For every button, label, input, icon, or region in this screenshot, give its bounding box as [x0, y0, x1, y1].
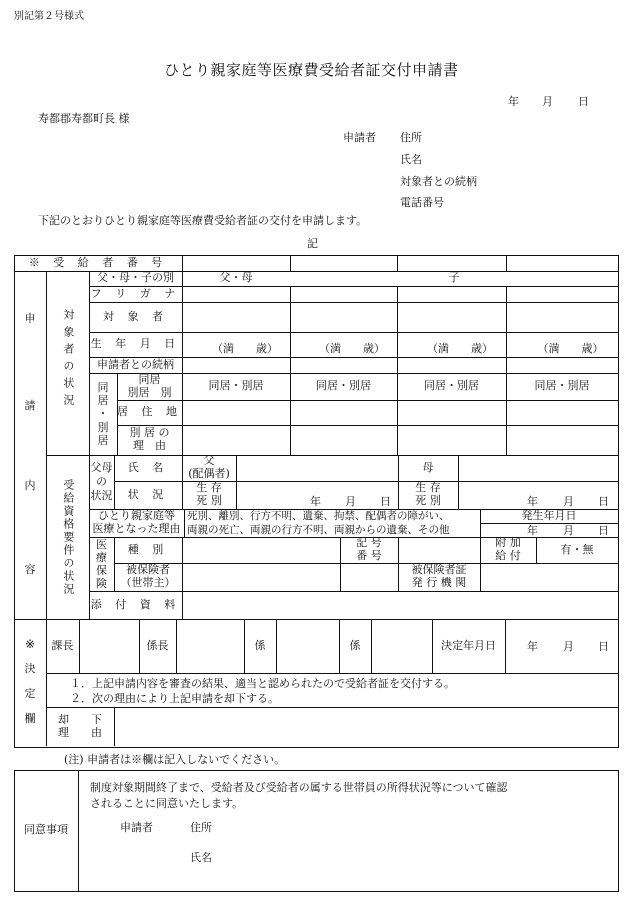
- dokyo-value-ko-1: 同居・別居: [316, 379, 371, 393]
- mother-label: 母: [422, 460, 434, 474]
- decision-char-1: ※: [24, 637, 36, 652]
- reason-options-2: 両親の死亡、両親の行方不明、両親からの遺棄、その他: [187, 523, 450, 536]
- consent-text-2: されることに同意いたします。: [90, 797, 244, 810]
- furigana-label: フ リ ガ ナ: [90, 286, 181, 300]
- residence-label: 居 住 地: [117, 405, 182, 419]
- dokyo-bekkyo-label: 同居 別居 別: [127, 372, 172, 399]
- shinsei-char-3: 内: [24, 478, 36, 492]
- date-day: 日: [578, 95, 589, 108]
- jukyu-side-label: 受給資格要件の状況: [61, 478, 75, 596]
- consent-applicant-label: 申請者: [120, 821, 153, 834]
- consent-text-1: 制度対象期間終了まで、受給者及び受給者の属する世帯員の所得状況等について確認: [90, 781, 508, 794]
- shinsei-char-2: 請: [24, 398, 36, 412]
- taishosha-label: 対 象 者: [103, 309, 168, 323]
- name-label: 氏 名: [127, 460, 169, 474]
- ki-label: 記: [307, 237, 318, 250]
- age-fubo: （満 歳）: [212, 341, 278, 355]
- dokyo-side-label: 同 居 ・ 別 居: [97, 381, 109, 447]
- subsection-chief-label: 係長: [146, 638, 169, 652]
- applicant-phone-label: 電話番号: [400, 196, 444, 209]
- mother-alive-dead: 生 存 死 別: [415, 481, 441, 507]
- rejection-reason-label: 却 下 理 由: [58, 712, 102, 739]
- occurrence-date-label: 発生年月日: [521, 508, 577, 522]
- status-label: 状 況: [127, 487, 169, 501]
- symbol-number-label: 記 号 番 号: [356, 536, 382, 562]
- father-date-month: 月: [345, 495, 356, 508]
- insured-label: 被保険者 （世帯主）: [120, 563, 176, 589]
- occurrence-year: 年: [527, 524, 538, 537]
- consent-address-label: 住所: [190, 821, 212, 834]
- occurrence-day: 日: [598, 524, 609, 537]
- insurance-side-label: 医 療 保 険: [96, 537, 107, 591]
- dokyo-value-fubo: 同居・別居: [208, 379, 264, 393]
- applicant-name-label: 氏名: [400, 153, 422, 166]
- decision-year: 年: [527, 640, 538, 653]
- consent-name-label: 氏名: [190, 851, 212, 864]
- form-title: ひとり親家庭等医療費受給者証交付申請書: [164, 61, 459, 79]
- parent-child-label: 父・母・子の別: [97, 271, 174, 285]
- age-ko-3: （満 歳）: [537, 341, 604, 355]
- reason-label: ひとり親家庭等 医療となった理由: [92, 509, 181, 535]
- staff-2-label: 係: [349, 638, 361, 652]
- father-label: 父 (配偶者): [188, 454, 230, 480]
- decision-date-label: 決定年月日: [441, 638, 496, 652]
- age-ko-1: （満 歳）: [319, 341, 385, 355]
- relation-label: 申請者との続柄: [97, 357, 174, 371]
- mother-date-month: 月: [563, 495, 574, 508]
- father-date-day: 日: [380, 495, 391, 508]
- decision-line-1: １．上記申請内容を審査の結果、適当と認められたので受給者証を交付する。: [70, 677, 455, 690]
- birthdate-label: 生 年 月 日: [90, 337, 181, 351]
- applicant-address-label: 住所: [400, 131, 422, 144]
- section-chief-label: 課長: [51, 638, 74, 652]
- decision-char-2: 決: [24, 661, 36, 675]
- age-ko-2: （満 歳）: [427, 341, 493, 355]
- mother-date-day: 日: [598, 495, 609, 508]
- recipient-number-label: ※ 受 給 者 番 号: [28, 255, 168, 269]
- request-statement: 下記のとおりひとり親家庭等医療費受給者証の交付を申請します。: [38, 214, 368, 227]
- note: (注) 申請者は※欄は記入しないでください。: [64, 753, 286, 766]
- certificate-issuer-label: 被保険者証 発 行 機 関: [411, 563, 467, 589]
- decision-char-3: 定: [24, 686, 36, 700]
- applicant-label: 申請者: [343, 131, 376, 144]
- shinsei-char-4: 容: [24, 562, 36, 576]
- taishosha-side-label: 対象者の状況: [61, 309, 75, 411]
- consent-label: 同意事項: [24, 822, 68, 836]
- date-year: 年: [508, 95, 519, 108]
- father-alive-dead: 生 存 死 別: [196, 481, 222, 507]
- dokyo-value-ko-2: 同居・別居: [424, 379, 479, 393]
- attachments-label: 添 付 資 料: [90, 597, 181, 611]
- mother-date-year: 年: [527, 495, 538, 508]
- separate-reason-label: 別 居 の 理 由: [129, 426, 170, 452]
- staff-1-label: 係: [254, 638, 266, 652]
- parent-status-side-label: 父母 の 状況: [90, 460, 113, 503]
- fubo-header: 父・母: [219, 271, 253, 285]
- supplement-value: 有・無: [560, 542, 594, 556]
- shinsei-char-1: 申: [24, 311, 36, 325]
- father-date-year: 年: [310, 495, 321, 508]
- dokyo-value-ko-3: 同居・別居: [534, 379, 590, 393]
- supplement-label: 附 加 給 付: [495, 536, 521, 562]
- occurrence-month: 月: [563, 524, 574, 537]
- decision-day: 日: [598, 640, 609, 653]
- reason-options-1: 死別、離別、行方不明、遺棄、拘禁、配偶者の障がい、: [187, 509, 450, 522]
- insurance-type-label: 種 別: [127, 542, 169, 556]
- addressee: 寿都郡寿都町長 様: [38, 112, 130, 125]
- decision-month: 月: [563, 640, 574, 653]
- ko-header: 子: [448, 271, 460, 285]
- decision-char-4: 欄: [24, 711, 36, 725]
- form-code: 別記第２号様式: [14, 11, 84, 22]
- applicant-relation-label: 対象者との続柄: [400, 175, 477, 188]
- decision-line-2: ２．次の理由により上記申請を却下する。: [70, 692, 279, 705]
- date-month: 月: [542, 95, 553, 108]
